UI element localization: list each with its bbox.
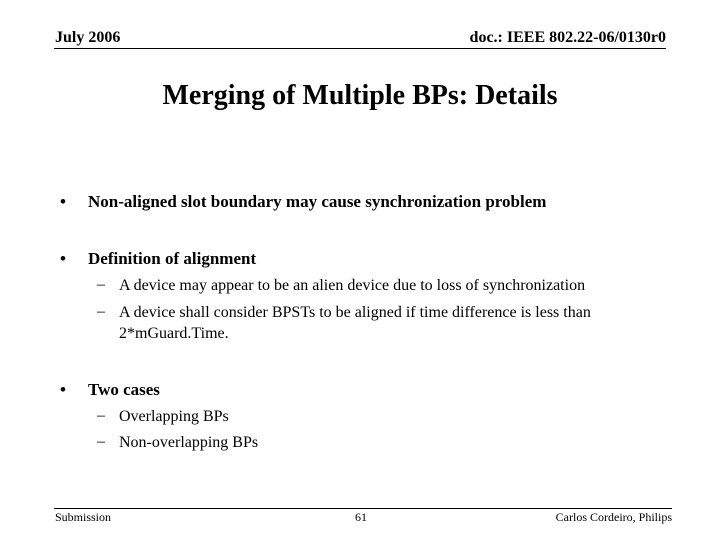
bullet-dot-icon: •	[60, 192, 66, 211]
dash-icon: –	[97, 433, 105, 450]
dash-icon: –	[97, 407, 105, 424]
sub-bullet-text: A device shall consider BPSTs to be aligned if time difference is less than	[119, 304, 591, 321]
sub-bullet-text: Non-overlapping BPs	[119, 434, 259, 451]
bullet-text: Non-aligned slot boundary may cause synchronization problem	[88, 192, 547, 211]
footer-divider	[54, 508, 672, 509]
slide-title: Merging of Multiple BPs: Details	[162, 80, 558, 111]
bullet-text: Two cases	[88, 380, 160, 399]
footer-page-number: 61	[355, 510, 367, 524]
dash-icon: –	[97, 303, 105, 320]
header-date: July 2006	[55, 29, 121, 46]
footer-author: Carlos Cordeiro, Philips	[555, 510, 672, 524]
header-doc-id: doc.: IEEE 802.22-06/0130r0	[469, 29, 666, 46]
bullet-text: Definition of alignment	[88, 249, 257, 268]
bullet-dot-icon: •	[60, 249, 66, 268]
sub-bullet-text: Overlapping BPs	[119, 408, 229, 425]
sub-bullet-text: 2*mGuard.Time.	[119, 325, 229, 342]
dash-icon: –	[97, 276, 105, 293]
footer-submission: Submission	[55, 510, 112, 524]
sub-bullet-text: A device may appear to be an alien device due to loss of synchronization	[119, 277, 586, 294]
header-divider	[54, 48, 666, 49]
bullet-dot-icon: •	[60, 380, 66, 399]
